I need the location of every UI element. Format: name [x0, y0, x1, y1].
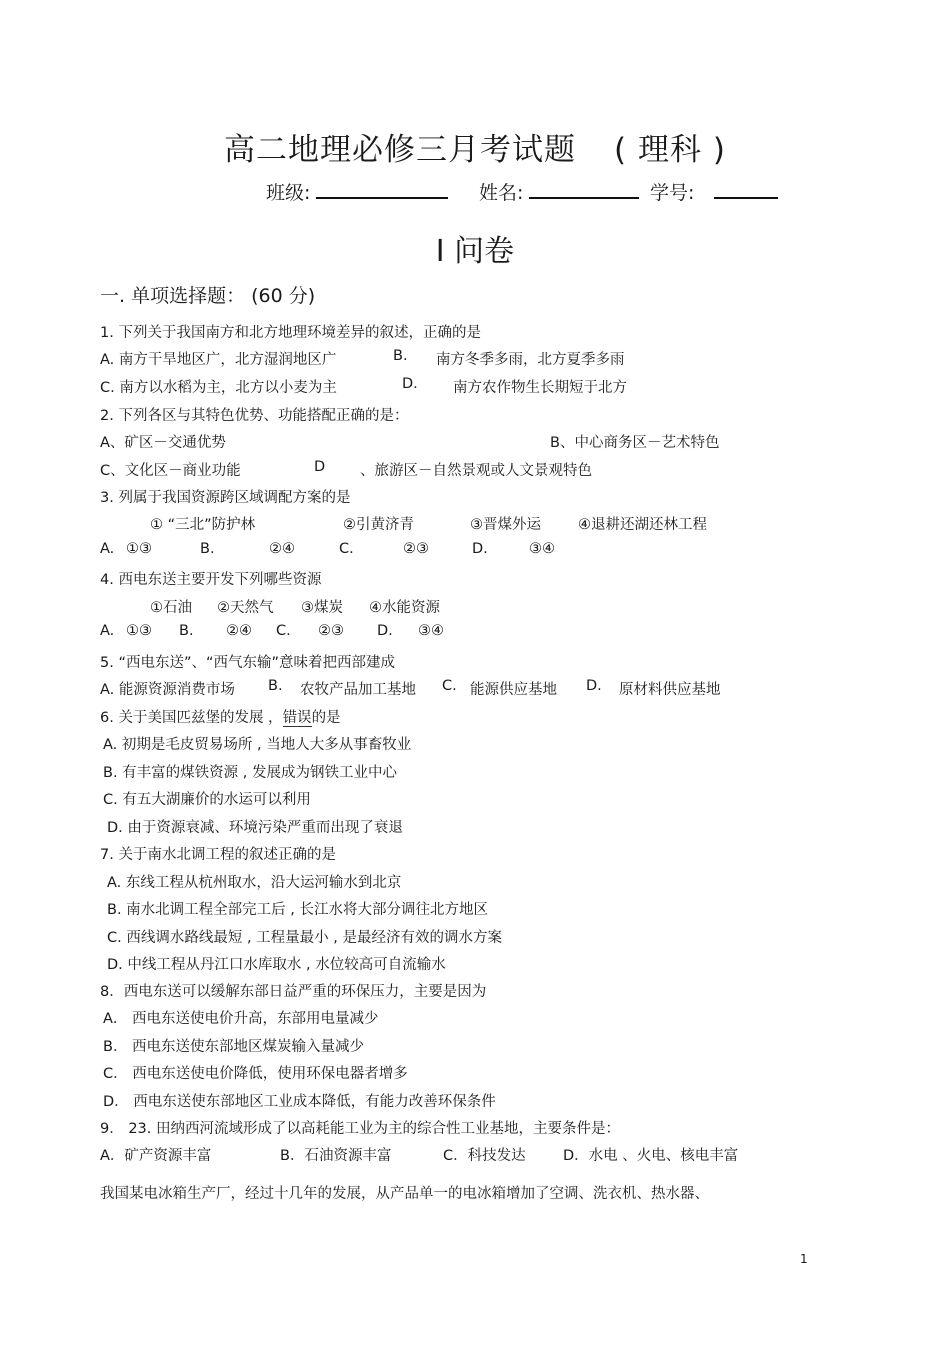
q6-option-a[interactable]: A. 初期是毛皮贸易场所 , 当地人大多从事畜牧业: [103, 737, 412, 753]
question-9-stem: 9． 23. 田纳西河流域形成了以高耗能工业为主的综合性工业基地，主要条件是：: [100, 1121, 621, 1137]
q3-option-b-letter[interactable]: B.: [200, 541, 215, 557]
question-1-stem: 1. 下列关于我国南方和北方地理环境差异的叙述，正确的是: [100, 325, 481, 341]
q4-option-d-text[interactable]: ③④: [418, 623, 444, 639]
q1-option-b-text[interactable]: 南方冬季多雨，北方夏季多雨: [436, 352, 625, 368]
class-blank[interactable]: [316, 179, 448, 199]
id-blank[interactable]: [714, 179, 778, 199]
q2-option-c[interactable]: C、文化区－商业功能: [100, 463, 241, 479]
q4-option-c-letter[interactable]: C.: [276, 623, 291, 639]
question-5-stem: 5. “西电东送”、“西气东输”意味着把西部建成: [100, 655, 395, 671]
trailing-paragraph: 我国某电冰箱生产厂，经过十几年的发展，从产品单一的电冰箱增加了空调、洗衣机、热水器、: [100, 1186, 709, 1202]
q1-option-d-text[interactable]: 南方农作物生长期短于北方: [453, 380, 627, 396]
question-8-stem: 8．西电东送可以缓解东部日益严重的环保压力，主要是因为: [100, 984, 487, 1000]
q4-item-1: ①石油: [150, 600, 192, 616]
q3-option-a-letter[interactable]: A.: [100, 541, 115, 557]
q3-option-c-text[interactable]: ②③: [403, 541, 429, 557]
q6-stem-pre: 6. 关于美国匹兹堡的发展 ，: [100, 710, 283, 726]
q6-option-b[interactable]: B. 有丰富的煤铁资源 , 发展成为钢铁工业中心: [103, 765, 397, 781]
q6-option-c[interactable]: C. 有五大湖廉价的水运可以利用: [103, 792, 311, 808]
q1-option-a[interactable]: A. 南方干旱地区广，北方湿润地区广: [100, 352, 337, 368]
q5-option-b-text[interactable]: 农牧产品加工基地: [300, 682, 416, 698]
q5-option-b-letter[interactable]: B.: [268, 678, 283, 694]
q5-option-a[interactable]: A. 能源资源消费市场: [100, 682, 235, 698]
question-2-stem: 2. 下列各区与其特色优势、功能搭配正确的是：: [100, 408, 409, 424]
q1-option-d-letter[interactable]: D.: [402, 376, 418, 392]
q5-option-d-text[interactable]: 原材料供应基地: [619, 682, 721, 698]
q9-option-c[interactable]: C．科技发达: [443, 1148, 526, 1164]
q8-option-a[interactable]: A． 西电东送使电价升高，东部用电量减少: [103, 1011, 379, 1027]
q3-option-d-text[interactable]: ③④: [529, 541, 555, 557]
part1-heading: 一. 单项选择题： (60 分): [100, 285, 316, 307]
question-7-stem: 7. 关于南水北调工程的叙述正确的是: [100, 847, 336, 863]
q6-option-d[interactable]: D. 由于资源衰减、环境污染严重而出现了衰退: [107, 820, 403, 836]
q5-option-c-letter[interactable]: C.: [442, 678, 457, 694]
q4-option-b-letter[interactable]: B.: [179, 623, 194, 639]
id-field: [650, 178, 778, 205]
q3-item-1: ① “三北”防护林: [150, 517, 256, 533]
class-label: 班级:: [266, 182, 311, 204]
question-3-stem: 3. 列属于我国资源跨区域调配方案的是: [100, 490, 351, 506]
q3-option-d-letter[interactable]: D.: [472, 541, 488, 557]
q8-option-d[interactable]: D． 西电东送使东部地区工业成本降低，有能力改善环保条件: [103, 1094, 496, 1110]
question-6-stem: [100, 706, 341, 727]
id-label: 学号:: [650, 182, 695, 204]
q7-option-d[interactable]: D. 中线工程从丹江口水库取水 , 水位较高可自流输水: [107, 957, 446, 973]
q1-option-b-letter[interactable]: B.: [393, 348, 408, 364]
exam-title-text: 高二地理必修三月考试题: [224, 132, 577, 168]
q4-option-a-text[interactable]: ①③: [126, 623, 152, 639]
question-4-stem: 4. 西电东送主要开发下列哪些资源: [100, 572, 322, 588]
q3-option-b-text[interactable]: ②④: [269, 541, 295, 557]
page-number: 1: [800, 1252, 808, 1266]
class-field: [266, 178, 448, 205]
section-title: I 问卷: [435, 234, 515, 269]
q3-option-a-text[interactable]: ①③: [126, 541, 152, 557]
q7-option-b[interactable]: B. 南水北调工程全部完工后 , 长江水将大部分调往北方地区: [107, 902, 488, 918]
q9-option-a[interactable]: A．矿产资源丰富: [100, 1148, 212, 1164]
q5-option-c-text[interactable]: 能源供应基地: [470, 682, 557, 698]
q8-option-b[interactable]: B． 西电东送使东部地区煤炭输入量减少: [103, 1039, 365, 1055]
q4-option-c-text[interactable]: ②③: [318, 623, 344, 639]
q4-option-b-text[interactable]: ②④: [226, 623, 252, 639]
q8-option-c[interactable]: C． 西电东送使电价降低，使用环保电器者增多: [103, 1066, 408, 1082]
exam-title: [0, 124, 950, 169]
q2-option-b[interactable]: B、中心商务区－艺术特色: [550, 435, 720, 451]
q4-option-a-letter[interactable]: A.: [100, 623, 115, 639]
q7-option-a[interactable]: A. 东线工程从杭州取水，沿大运河输水到北京: [107, 875, 402, 891]
q2-option-a[interactable]: A、矿区－交通优势: [100, 435, 226, 451]
q9-option-d[interactable]: D．水电 、火电、核电丰富: [563, 1148, 739, 1164]
q3-item-3: ③晋煤外运: [470, 517, 541, 533]
q5-option-d-letter[interactable]: D.: [586, 678, 602, 694]
q2-option-d-text[interactable]: 、旅游区－自然景观或人文景观特色: [360, 463, 592, 479]
q4-item-3: ③煤炭: [301, 600, 343, 616]
q9-option-b[interactable]: B．石油资源丰富: [280, 1148, 392, 1164]
q4-item-4: ④水能资源: [369, 600, 440, 616]
q2-option-d-letter[interactable]: D: [314, 459, 326, 475]
q6-stem-emphasis: 错误: [282, 710, 312, 726]
q3-item-4: ④退耕还湖还林工程: [578, 517, 707, 533]
q6-stem-post: 的是: [311, 710, 341, 726]
name-field: [479, 178, 639, 205]
q3-option-c-letter[interactable]: C.: [339, 541, 354, 557]
q3-item-2: ②引黄济青: [343, 517, 414, 533]
q4-item-2: ②天然气: [217, 600, 274, 616]
q4-option-d-letter[interactable]: D.: [377, 623, 393, 639]
exam-subtitle: ( 理科 ): [614, 132, 726, 168]
q1-option-c[interactable]: C. 南方以水稻为主，北方以小麦为主: [100, 380, 337, 396]
name-blank[interactable]: [529, 179, 639, 199]
name-label: 姓名:: [479, 182, 524, 204]
q7-option-c[interactable]: C. 西线调水路线最短 , 工程量最小 , 是最经济有效的调水方案: [107, 930, 502, 946]
